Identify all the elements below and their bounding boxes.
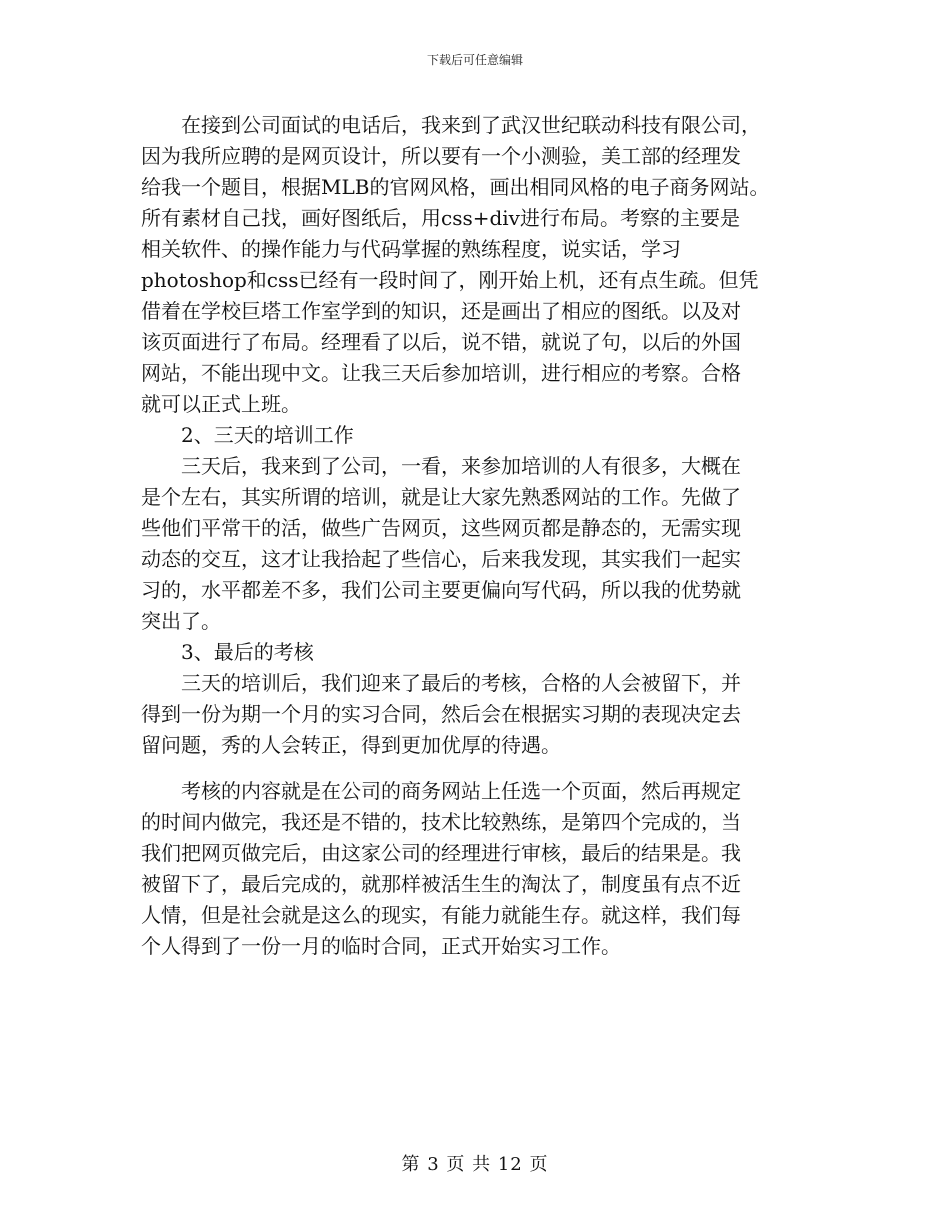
- section-heading-training: 2、三天的培训工作: [181, 423, 354, 447]
- paragraph-training: 三天后，我来到了公司，一看，来参加培训的人有很多，大概在 是个左右，其实所谓的培训，就是让大家先熟悉网站的工作。先做了 些他们平常干的活，做些广告网页，这些网页都是静态的，无需实现 动态的交互，这才让我拾起了些信心，后来我发现，其实我们一起实 习的，水平都差不多，我们公司主要更偏向写代码，所以我的优势就 突出了。: [141, 454, 741, 633]
- page-header: 下载后可任意编辑: [426, 53, 523, 67]
- page-number-footer: 第 3 页 共 12 页: [401, 1154, 549, 1175]
- section-heading-assessment: 3、最后的考核: [181, 640, 314, 664]
- paragraph-assessment: 三天的培训后，我们迎来了最后的考核，合格的人会被留下，并 得到一份为期一个月的实习合同，然后会在根据实习期的表现决定去 留问题，秀的人会转正，得到更加优厚的待遇。: [141, 671, 741, 757]
- document-body: [141, 110, 809, 962]
- paragraph-interview: 在接到公司面试的电话后，我来到了武汉世纪联动科技有限公司， 因为我所应聘的是网页设计，所以要有一个小测验，美工部的经理发 给我一个题目，根据MLB的官网风格，画出相同风格的电子商务网站。 所有素材自己找，画好图纸后，用css+div进行布局。考察的主要是 相关软件、的操作能力与代码掌握的熟练程度，说实话，学习 photoshop和css已经有一段时间了，刚开始上机，还有点生疏。但凭 借着在学校巨塔工作室学到的知识，还是画出了相应的图纸。以及对 该页面进行了布局。经理看了以后，说不错，就说了句，以后的外国 网站，不能出现中文。让我三天后参加培训，进行相应的考察。合格 就可以正式上班。: [141, 113, 770, 416]
- paragraph-assessment-content: 考核的内容就是在公司的商务网站上任选一个页面，然后再规定 的时间内做完，我还是不错的，技术比较熟练，是第四个完成的，当 我们把网页做完后，由这家公司的经理进行审核，最后的结果是。我 被留下了，最后完成的，就那样被活生生的淘汰了，制度虽有点不近 人情，但是社会就是这么的现实，有能力就能生存。就这样，我们每 个人得到了一份一月的临时合同，正式开始实习工作。: [141, 779, 741, 958]
